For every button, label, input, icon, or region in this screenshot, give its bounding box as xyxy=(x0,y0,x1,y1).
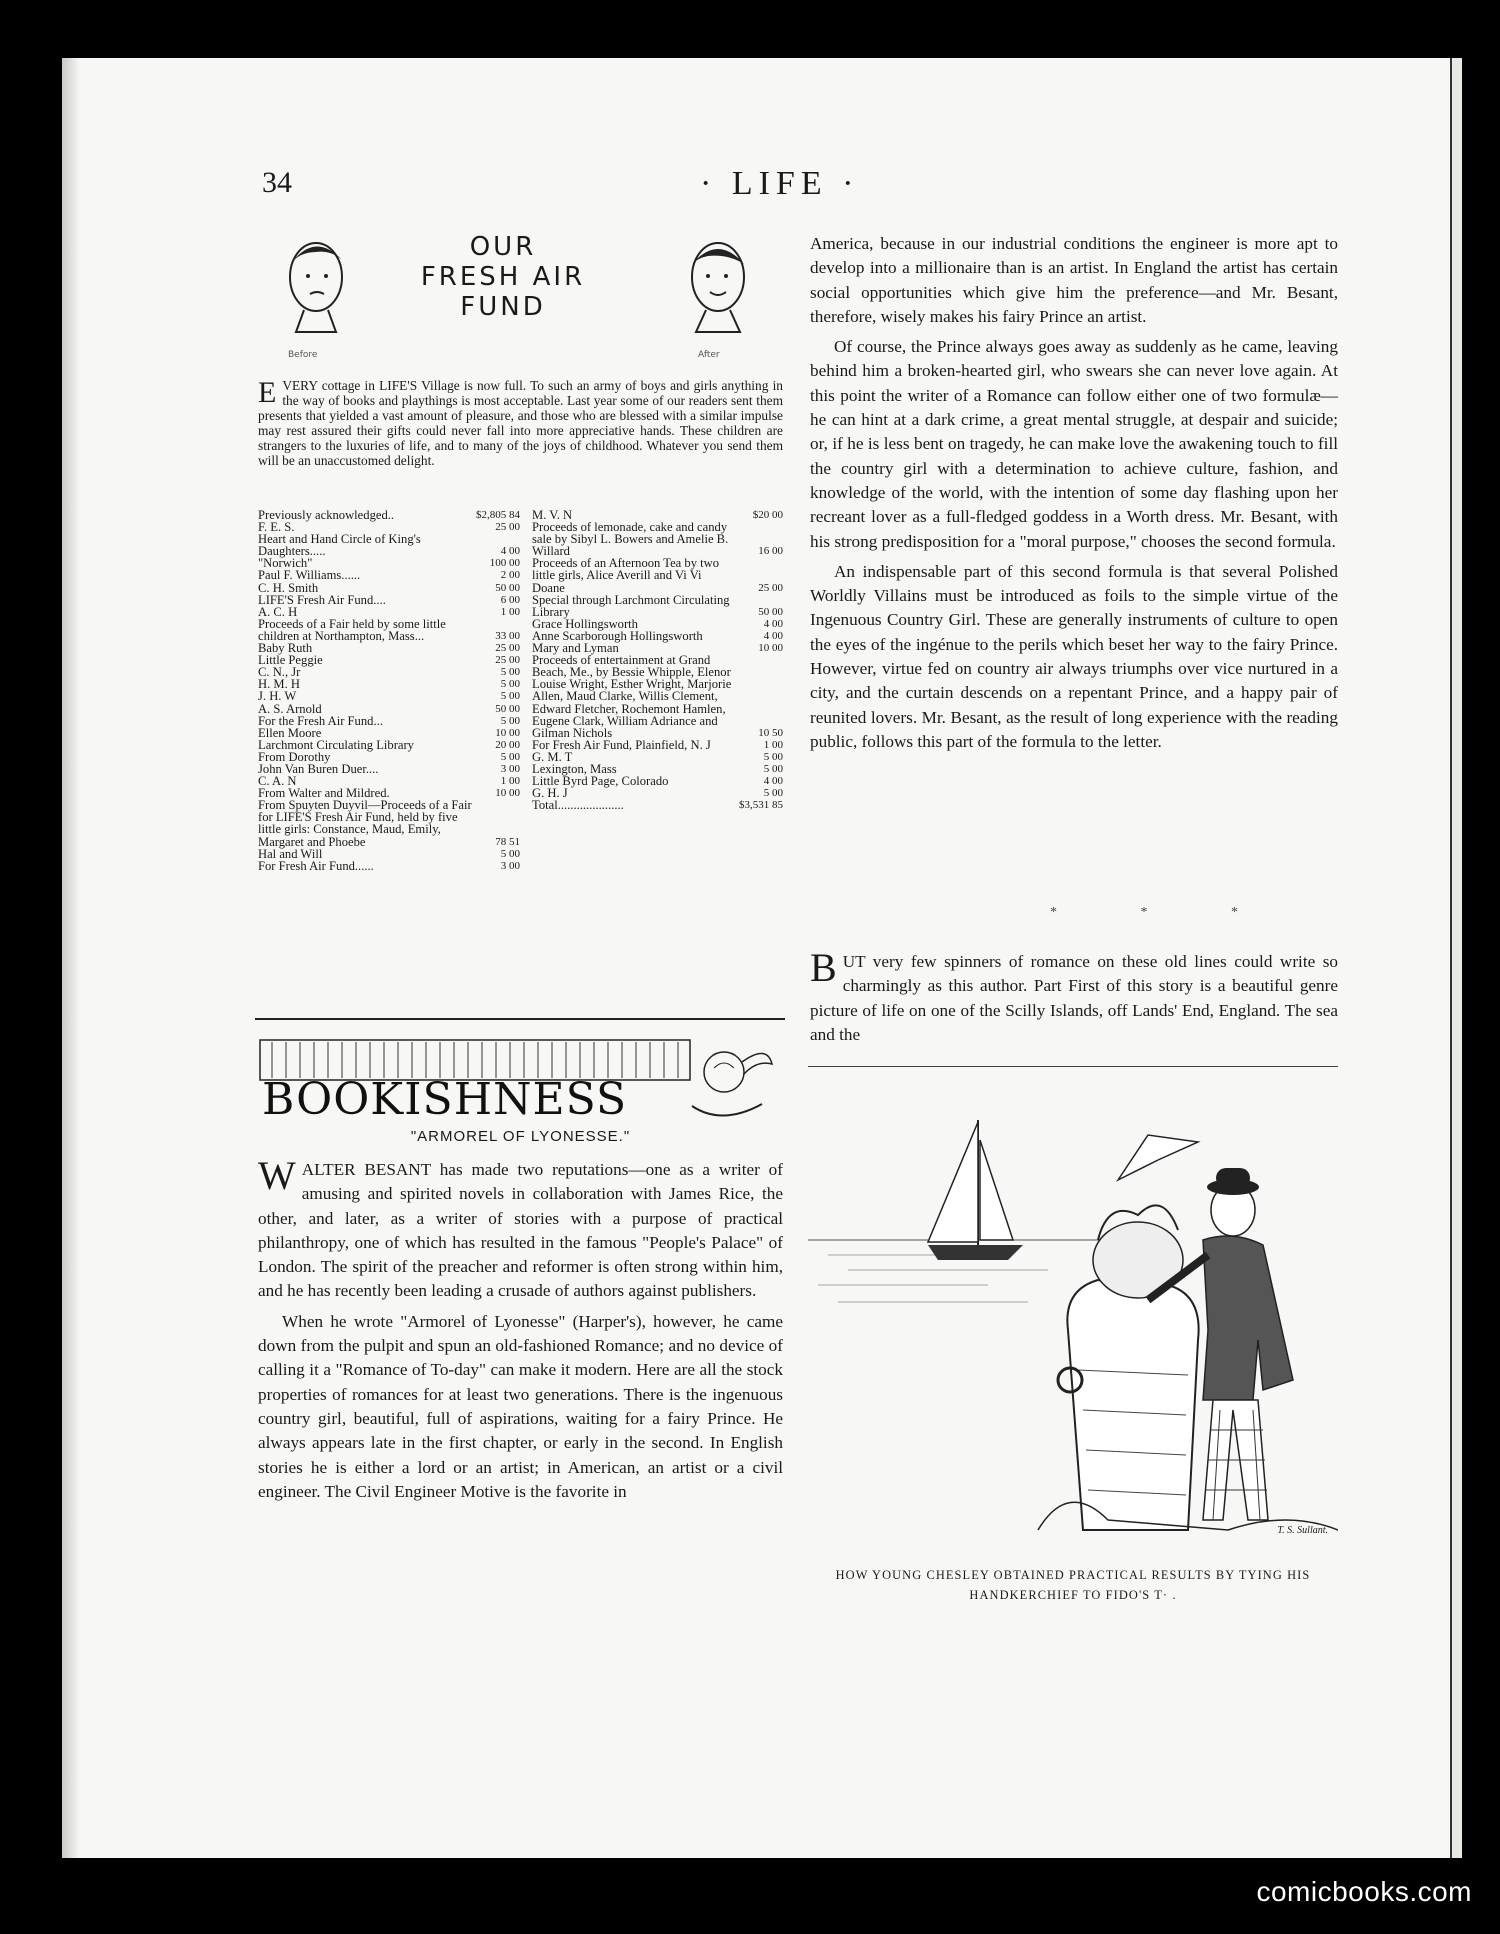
page-edge-shadow xyxy=(62,58,80,1858)
donor-name: Heart and Hand Circle of King's Daughters..... xyxy=(258,532,421,559)
review-paragraph-3: America, because in our industrial conditions the engineer is more apt to develop into a millionaire than is an artist. In England the artist has certain social opportunities which give him the preference—and Mr. Besant, therefore, wisely makes his fairy Prince an artist. xyxy=(810,234,1338,326)
donation-amount: 5 00 xyxy=(500,666,520,679)
donation-amount: 4 00 xyxy=(763,629,783,642)
donation-row xyxy=(532,594,783,618)
donor-name: F. E. S. xyxy=(258,520,295,535)
donor-name: C. A. N xyxy=(258,774,297,789)
masthead: · LIFE · xyxy=(700,165,860,202)
donation-row xyxy=(532,775,783,787)
donor-name: G. H. J xyxy=(532,786,568,801)
donor-name: For Fresh Air Fund, Plainfield, N. J xyxy=(532,737,711,752)
sailboat-drawing xyxy=(928,1120,1023,1260)
donor-name: G. M. T xyxy=(532,749,573,764)
fund-intro xyxy=(258,378,783,468)
donor-name: Larchmont Circulating Library xyxy=(258,737,414,752)
donation-row xyxy=(258,715,520,727)
bookishness-banner xyxy=(252,1034,782,1132)
donation-amount: 78 51 xyxy=(495,835,520,848)
donation-amount: 5 00 xyxy=(500,678,520,691)
donation-amount: 2 00 xyxy=(500,569,520,582)
donation-amount: 5 00 xyxy=(500,690,520,703)
donation-row xyxy=(258,860,520,872)
donor-name: A. C. H xyxy=(258,604,298,619)
donation-amount: 50 00 xyxy=(495,581,520,594)
donation-amount: 5 00 xyxy=(763,750,783,763)
donation-amount: 50 00 xyxy=(758,605,783,618)
donation-amount: 5 00 xyxy=(500,714,520,727)
illustration-top-rule xyxy=(808,1066,1338,1067)
donation-row xyxy=(258,582,520,594)
donor-name: C. H. Smith xyxy=(258,580,319,595)
donor-name: Little Peggie xyxy=(258,653,323,668)
next-page-edge xyxy=(1450,58,1462,1858)
donor-name: From Spuyten Duyvil—Proceeds of a Fair for LIFE'S Fresh Air Fund, held by five little girls: Constance, Maud, Emily, Margaret and Phoebe xyxy=(258,798,472,849)
review-paragraph-6-text: UT very few spinners of romance on these old lines could write so charmingly as this author. Part First of this story is a beautiful genre picture of life on one of the Scilly Islands, off Lands' End, England. The sea and the xyxy=(810,952,1338,1044)
donor-name: Proceeds of entertainment at Grand Beach, Me., by Bessie Whipple, Elenor Louise Wright, Esther Wright, Marjorie Allen, Maud Clarke, Willis Clement, Edward Fletcher, Rochemont Hamlen, Eugene Clark, William Adriance and Gilman Nichols xyxy=(532,653,732,740)
donation-amount: 25 00 xyxy=(758,581,783,594)
illustration-caption: HOW YOUNG CHESLEY OBTAINED PRACTICAL RESULTS BY TYING HIS HANDKERCHIEF TO FIDO'S T· . xyxy=(835,1568,1311,1602)
donor-name: Proceeds of an Afternoon Tea by two little girls, Alice Averill and Vi Vi Doane xyxy=(532,556,720,595)
donation-row xyxy=(258,594,520,606)
review-paragraph-4: Of course, the Prince always goes away as suddenly as he came, leaving behind him a broken-hearted girl, who swears she can never love again. At this point the writer of a Romance can follow either one of two formulæ—he can hint at a dark crime, a great mental struggle, at despair and suicide; or, if he is less bent on tragedy, he can make love the awakening touch to fill the country girl with a determination to achieve culture, fashion, and knowledge of the world, with the intention of some day flashing upon her recreant lover as a full-fledged goddess in a Worth dress. Mr. Besant, with his strong predisposition for a "moral purpose," chooses the second formula. xyxy=(810,337,1338,551)
review-paragraph-6 xyxy=(810,945,1338,1047)
donation-amount: 4 00 xyxy=(763,617,783,630)
donation-amount: 10 00 xyxy=(495,726,520,739)
title-line-3: FUND xyxy=(460,292,546,322)
donation-amount: 3 00 xyxy=(500,762,520,775)
title-line-2: FRESH AIR xyxy=(420,262,586,292)
donation-amount: 25 00 xyxy=(495,654,520,667)
before-face-illustration xyxy=(276,232,356,347)
donation-amount: 4 00 xyxy=(763,775,783,788)
review-paragraph-1-text: ALTER BESANT has made two reputations—one as a writer of amusing and spirited novels in collaboration with James Rice, the other, and later, as a writer of stories with a purpose of practical philanthropy, one of which has resulted in the famous "People's Palace" of London. The spirit of the preacher and reformer is often strong within him, and he has recently been leading a crusade of authors against publishers. xyxy=(258,1160,783,1301)
donation-row xyxy=(532,557,783,593)
donation-amount: 5 00 xyxy=(763,787,783,800)
donation-amount: $3,531 85 xyxy=(739,799,783,812)
cartoon-drawing xyxy=(808,1080,1338,1540)
donor-name: Proceeds of lemonade, cake and candy sale by Sibyl L. Bowers and Amelie B. Willard xyxy=(532,520,729,559)
fund-intro-text: VERY cottage in LIFE'S Village is now full. To such an army of boys and girls anything in the way of books and playthings is most acceptable. Last year some of our readers sent them presents that yielded a vast amount of pleasure, and those who are blessed with a similar impulse may rest assured their gifts could never fall into more appreciative hands. These children are strangers to the luxuries of life, and to many of the joys of childhood. Whatever you send them will be an unaccustomed delight. xyxy=(258,378,783,468)
donation-row xyxy=(258,799,520,847)
review-paragraph-5: An indispensable part of this second formula is that several Polished Worldly Villains must be introduced as foils to the simple virtue of the Ingenuous Country Girl. These are generally instruments of culture to open the eyes of the ingénue to the perils which beset her way to the fairy Prince. However, virtue fed on country air always triumphs over vice nurtured in a city, and the curtain descends on a repentant Prince, and a happy pair of reunited lovers. Mr. Besant, as the result of long experience with the reading public, follows this part of the formula to the letter. xyxy=(810,561,1338,751)
donation-amount: 3 00 xyxy=(500,859,520,872)
watermark: comicbooks.com xyxy=(1256,1876,1472,1907)
donor-name: From Dorothy xyxy=(258,749,331,764)
donation-row xyxy=(532,654,783,739)
page-number: 34 xyxy=(262,166,292,199)
donor-name: From Walter and Mildred. xyxy=(258,786,390,801)
donation-row xyxy=(258,678,520,690)
donor-name: LIFE'S Fresh Air Fund.... xyxy=(258,592,386,607)
donation-list-left xyxy=(258,509,520,872)
donation-row xyxy=(258,618,520,642)
bollard-drawing xyxy=(1058,1280,1199,1530)
donation-amount: 4 00 xyxy=(500,545,520,558)
donation-amount: 6 00 xyxy=(500,593,520,606)
donation-amount: 33 00 xyxy=(495,629,520,642)
after-label: After xyxy=(698,350,720,360)
donor-name: Special through Larchmont Circulating Library xyxy=(532,592,730,619)
donor-name: Little Byrd Page, Colorado xyxy=(532,774,669,789)
donation-row xyxy=(532,521,783,557)
donor-name: Ellen Moore xyxy=(258,725,322,740)
after-face-illustration xyxy=(678,232,758,347)
review-right-column-continued xyxy=(810,945,1338,1053)
donation-amount: 25 00 xyxy=(495,521,520,534)
donor-name: Grace Hollingsworth xyxy=(532,616,638,631)
donation-amount: 50 00 xyxy=(495,702,520,715)
title-line-1: OUR xyxy=(469,232,537,262)
donation-amount: 10 00 xyxy=(758,642,783,655)
donor-name: M. V. N xyxy=(532,508,573,522)
donor-name: Proceeds of a Fair held by some little children at Northampton, Mass... xyxy=(258,616,446,643)
donation-row xyxy=(258,509,520,521)
before-label: Before xyxy=(288,350,318,360)
donation-amount: $2,805 84 xyxy=(476,509,520,521)
artist-signature: T. S. Sullant. xyxy=(1277,1525,1328,1536)
donation-row xyxy=(258,569,520,581)
donation-row xyxy=(258,703,520,715)
donation-amount: 20 00 xyxy=(495,738,520,751)
bookishness-banner-text: BOOKISHNESS xyxy=(262,1074,628,1125)
donation-row xyxy=(258,690,520,702)
donation-amount: 100 00 xyxy=(489,557,520,570)
donor-name: Lexington, Mass xyxy=(532,761,617,776)
donor-name: C. N., Jr xyxy=(258,665,301,680)
donor-name: "Norwich" xyxy=(258,556,313,571)
donor-name: Previously acknowledged.. xyxy=(258,508,395,522)
donation-amount: 1 00 xyxy=(500,775,520,788)
section-divider xyxy=(255,1018,785,1020)
donor-name: Total..................... xyxy=(532,798,624,813)
donation-row xyxy=(258,848,520,860)
donor-name: Baby Ruth xyxy=(258,641,313,656)
donation-row xyxy=(258,533,520,557)
donation-amount: 25 00 xyxy=(495,642,520,655)
review-paragraph-2: When he wrote "Armorel of Lyonesse" (Harper's), however, he came down from the pulpit and spun an old-fashioned Romance; and no device of calling it a "Romance of To-day" can make it modern. Here are all the stock properties of romances for at least two generations. There is the ingenuous country girl, beautiful, full of aspirations, waiting for a fairy Prince. He always appears late in the first chapter, or early in the second. In English stories he is either a lord or an artist; in American, an artist or a civil engineer. The Civil Engineer Motive is the favorite in xyxy=(258,1311,783,1501)
review-paragraph-1 xyxy=(258,1153,783,1304)
donation-amount: 1 00 xyxy=(763,738,783,751)
donor-name: A. S. Arnold xyxy=(258,701,322,716)
donor-name: Hal and Will xyxy=(258,846,323,861)
cartoon-illustration xyxy=(808,1080,1338,1540)
fresh-air-fund-heading xyxy=(258,232,783,362)
review-left-column xyxy=(258,1153,783,1510)
dropcap-w: W xyxy=(258,1153,296,1198)
donor-name: Anne Scarborough Hollingsworth xyxy=(532,628,703,643)
section-stars: * * * xyxy=(1050,905,1278,920)
donation-amount: $20 00 xyxy=(752,509,783,521)
donor-name: Paul F. Williams...... xyxy=(258,568,361,583)
dropcap-e: E xyxy=(258,376,277,409)
donor-name: Mary and Lyman xyxy=(532,641,619,656)
donation-list-right xyxy=(532,509,783,811)
donation-amount: 1 00 xyxy=(500,605,520,618)
donor-name: John Van Buren Duer.... xyxy=(258,761,379,776)
donation-amount: 5 00 xyxy=(500,847,520,860)
donation-amount: 16 00 xyxy=(758,545,783,558)
donation-row xyxy=(258,763,520,775)
fresh-air-fund-title xyxy=(403,232,603,322)
donation-row xyxy=(258,727,520,739)
donor-name: J. H. W xyxy=(258,689,297,704)
book-review-title: "ARMOREL OF LYONESSE." xyxy=(410,1128,631,1145)
review-right-column xyxy=(810,232,1338,760)
dropcap-b: B xyxy=(810,945,837,990)
donor-name: H. M. H xyxy=(258,677,300,692)
donation-amount: 5 00 xyxy=(500,750,520,763)
donation-amount: 10 00 xyxy=(495,787,520,800)
donation-row xyxy=(532,799,783,811)
donor-name: For the Fresh Air Fund... xyxy=(258,713,383,728)
donation-amount: 5 00 xyxy=(763,762,783,775)
donor-name: For Fresh Air Fund...... xyxy=(258,858,374,873)
donation-amount: 10 50 xyxy=(758,726,783,739)
